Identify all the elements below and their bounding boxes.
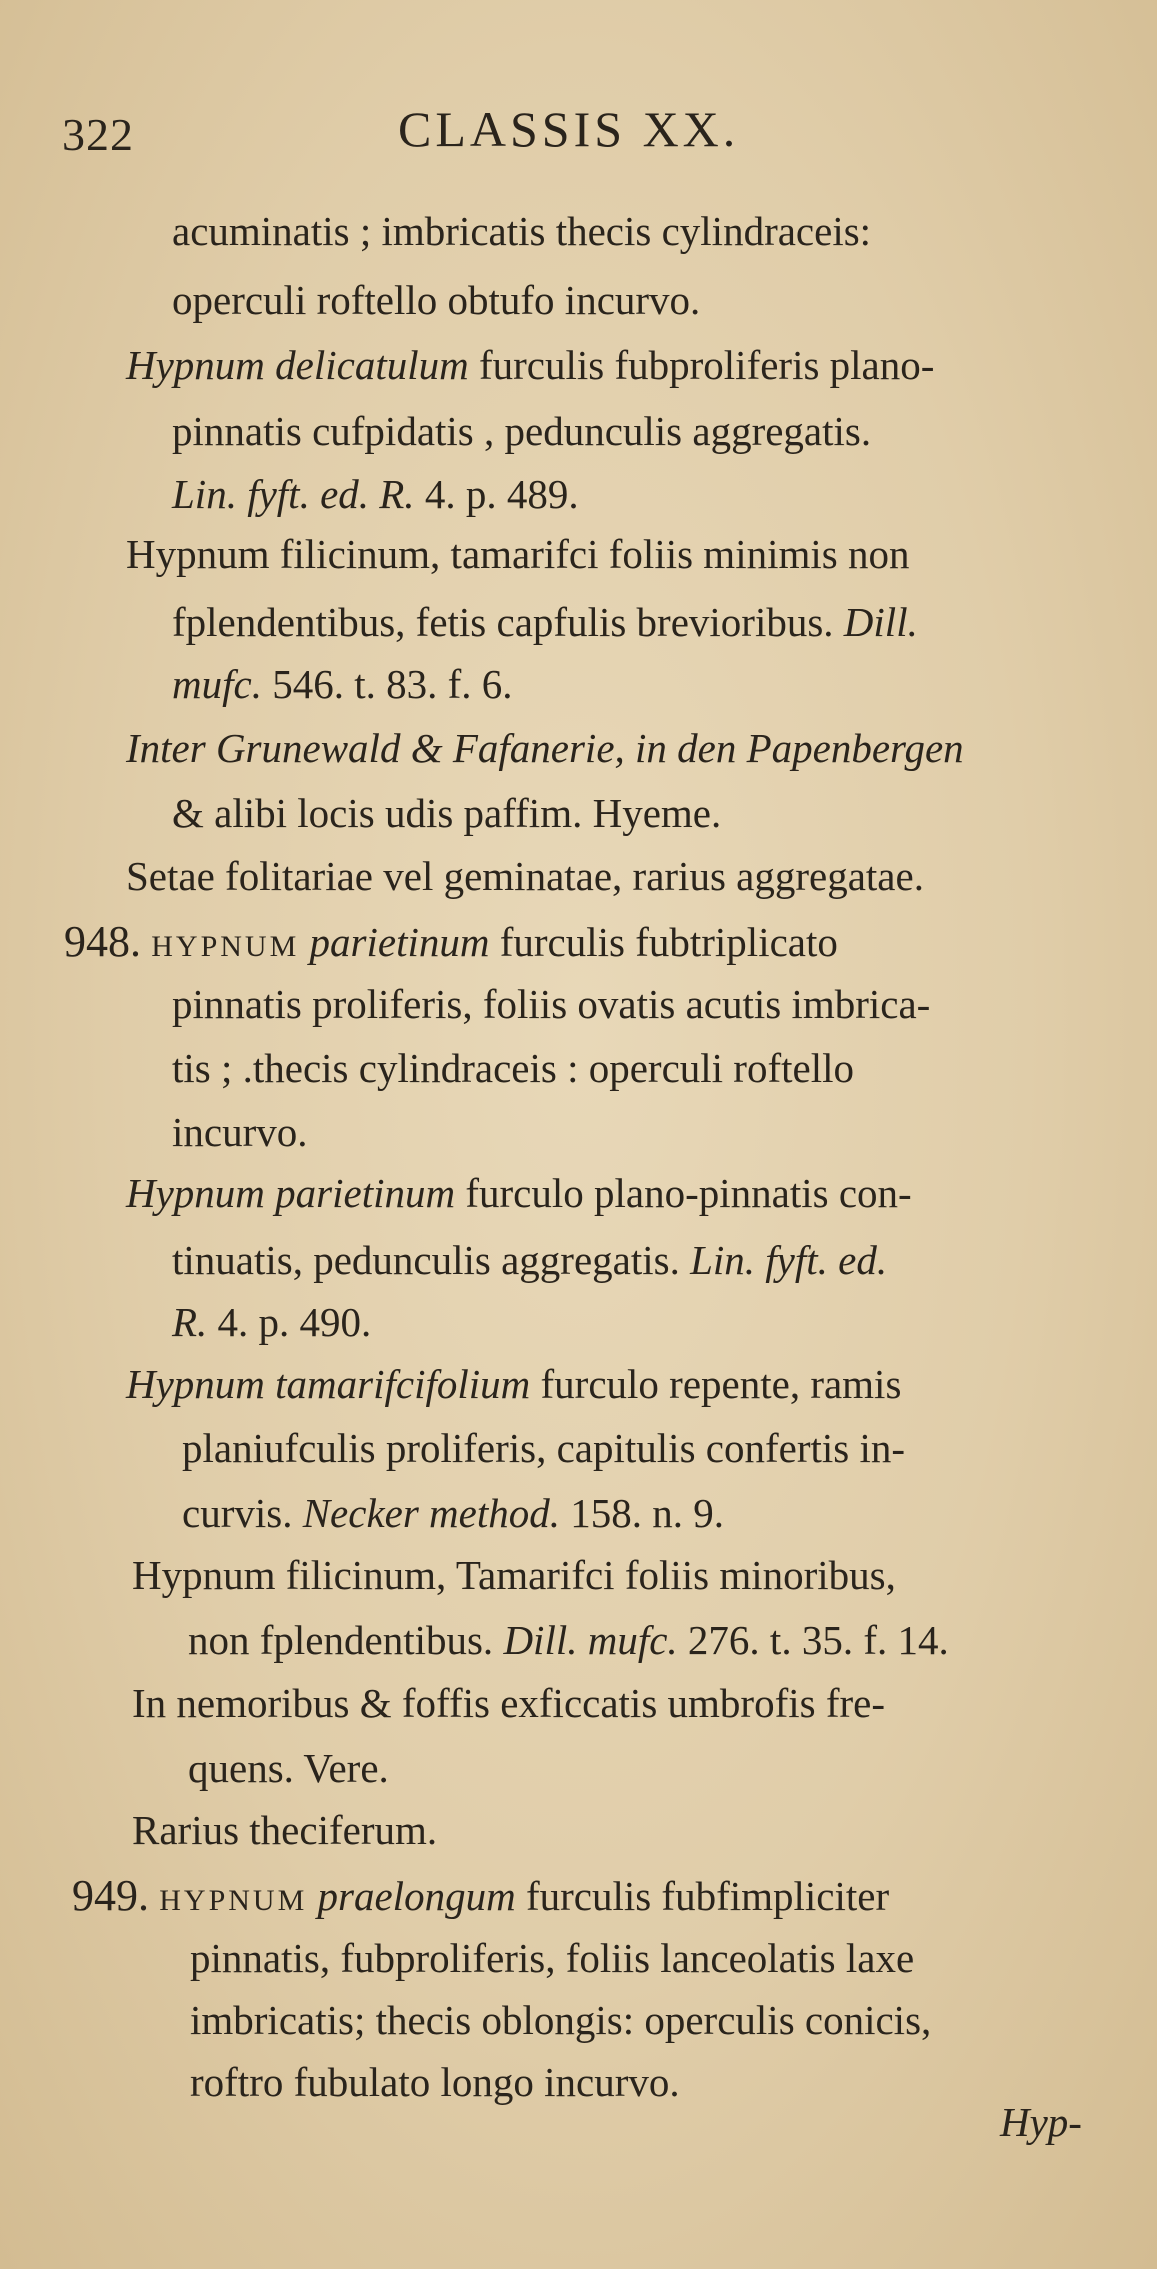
text-segment: incurvo. <box>172 1109 308 1155</box>
text-segment: Inter Grunewald & Fafanerie, in den Papenbergen <box>126 725 964 771</box>
text-segment: curvis. <box>182 1490 303 1536</box>
text-line <box>126 725 964 771</box>
text-line <box>132 1552 896 1598</box>
text-line <box>126 342 935 388</box>
text-line <box>126 853 924 899</box>
text-line <box>126 1170 912 1216</box>
text-segment: Lin. fyft. ed. <box>690 1237 888 1283</box>
text-segment: roftro fubulato longo incurvo. <box>190 2059 680 2105</box>
page-number: 322 <box>62 109 134 160</box>
text-line <box>190 1935 915 1981</box>
entry-number: 948. <box>64 917 141 966</box>
text-segment: & alibi locis udis paffim. Hyeme. <box>172 790 722 836</box>
text-segment: furculo plano-pinnatis con- <box>455 1170 912 1216</box>
text-line <box>172 1045 854 1091</box>
text-segment <box>307 1873 317 1919</box>
text-segment <box>299 919 309 965</box>
text-line <box>132 1680 885 1726</box>
text-line <box>72 1871 890 1920</box>
text-line <box>172 471 579 517</box>
text-segment: Hypnum tamarifcifolium <box>126 1361 531 1407</box>
genus-smallcaps: HYPNUM <box>151 930 300 963</box>
text-segment: tinuatis, pedunculis aggregatis. <box>172 1237 691 1283</box>
text-segment: pinnatis, fubproliferis, foliis lanceolatis laxe <box>190 1935 915 1981</box>
text-line <box>172 1109 308 1155</box>
text-segment: In nemoribus & foffis exficcatis umbrofis fre- <box>132 1680 885 1726</box>
text-line <box>190 1997 932 2043</box>
text-segment: furculis fubtriplicato <box>489 919 838 965</box>
text-segment: fplendentibus, fetis capfulis brevioribus. <box>172 599 844 645</box>
text-segment: Setae folitariae vel geminatae, rarius aggregatae. <box>126 853 924 899</box>
text-segment: pinnatis proliferis, foliis ovatis acutis imbrica- <box>172 981 931 1027</box>
text-segment: Lin. fyft. ed. R. <box>172 471 415 517</box>
text-segment: Hypnum delicatulum <box>126 342 469 388</box>
text-segment: 158. n. 9. <box>560 1490 724 1536</box>
text-line <box>126 531 910 577</box>
text-segment <box>149 1873 159 1919</box>
text-segment: praelongum <box>317 1873 516 1919</box>
catchword: Hyp- <box>1000 2099 1082 2145</box>
text-segment: parietinum <box>309 919 490 965</box>
text-line <box>172 790 722 836</box>
text-segment: Necker method. <box>302 1490 560 1536</box>
text-segment: Hypnum parietinum <box>126 1170 456 1216</box>
text-segment: R. <box>172 1299 208 1345</box>
text-line <box>172 661 513 707</box>
text-line <box>182 1425 906 1471</box>
running-title: CLASSIS XX. <box>398 101 740 157</box>
entry-number: 949. <box>72 1871 149 1920</box>
text-segment: pinnatis cufpidatis , pedunculis aggregatis. <box>172 408 872 454</box>
text-line <box>172 599 918 645</box>
genus-smallcaps: HYPNUM <box>159 1884 308 1917</box>
text-segment: Hypnum filicinum, tamarifci foliis minimis non <box>126 531 910 577</box>
text-segment: non fplendentibus. <box>188 1617 504 1663</box>
text-segment: tis ; .thecis cylindraceis : operculi roftello <box>172 1045 854 1091</box>
text-line <box>172 981 931 1027</box>
text-segment: 4. p. 489. <box>414 471 579 517</box>
text-segment: operculi roftello obtufo incurvo. <box>172 277 701 323</box>
text-segment: Rarius theciferum. <box>132 1807 438 1853</box>
text-segment: 546. t. 83. f. 6. <box>261 661 513 707</box>
text-segment: 4. p. 490. <box>207 1299 372 1345</box>
text-line <box>172 208 872 254</box>
text-line <box>190 2059 680 2105</box>
text-segment: imbricatis; thecis oblongis: operculis conicis, <box>190 1997 932 2043</box>
text-segment: acuminatis ; imbricatis thecis cylindraceis: <box>172 208 872 254</box>
text-segment: Dill. <box>843 599 918 645</box>
text-segment: planiufculis proliferis, capitulis confertis in- <box>182 1425 906 1471</box>
text-segment: quens. Vere. <box>188 1745 389 1791</box>
text-line <box>132 1807 438 1853</box>
text-line <box>172 408 872 454</box>
page-header <box>0 100 1157 160</box>
text-line <box>172 1299 372 1345</box>
text-line <box>188 1745 389 1791</box>
text-segment: furculis fubproliferis plano- <box>468 342 935 388</box>
text-line <box>126 1361 902 1407</box>
text-line <box>188 1617 949 1663</box>
text-segment: 276. t. 35. f. 14. <box>677 1617 949 1663</box>
text-line <box>172 277 701 323</box>
text-segment: furculo repente, ramis <box>530 1361 902 1407</box>
text-segment: mufc. <box>172 661 262 707</box>
text-line <box>182 1490 724 1536</box>
text-line <box>172 1237 888 1283</box>
text-segment <box>141 919 151 965</box>
text-segment: Hypnum filicinum, Tamarifci foliis minoribus, <box>132 1552 896 1598</box>
text-line <box>64 917 838 966</box>
text-segment: furculis fubfimpliciter <box>515 1873 890 1919</box>
text-segment: Dill. mufc. <box>503 1617 678 1663</box>
